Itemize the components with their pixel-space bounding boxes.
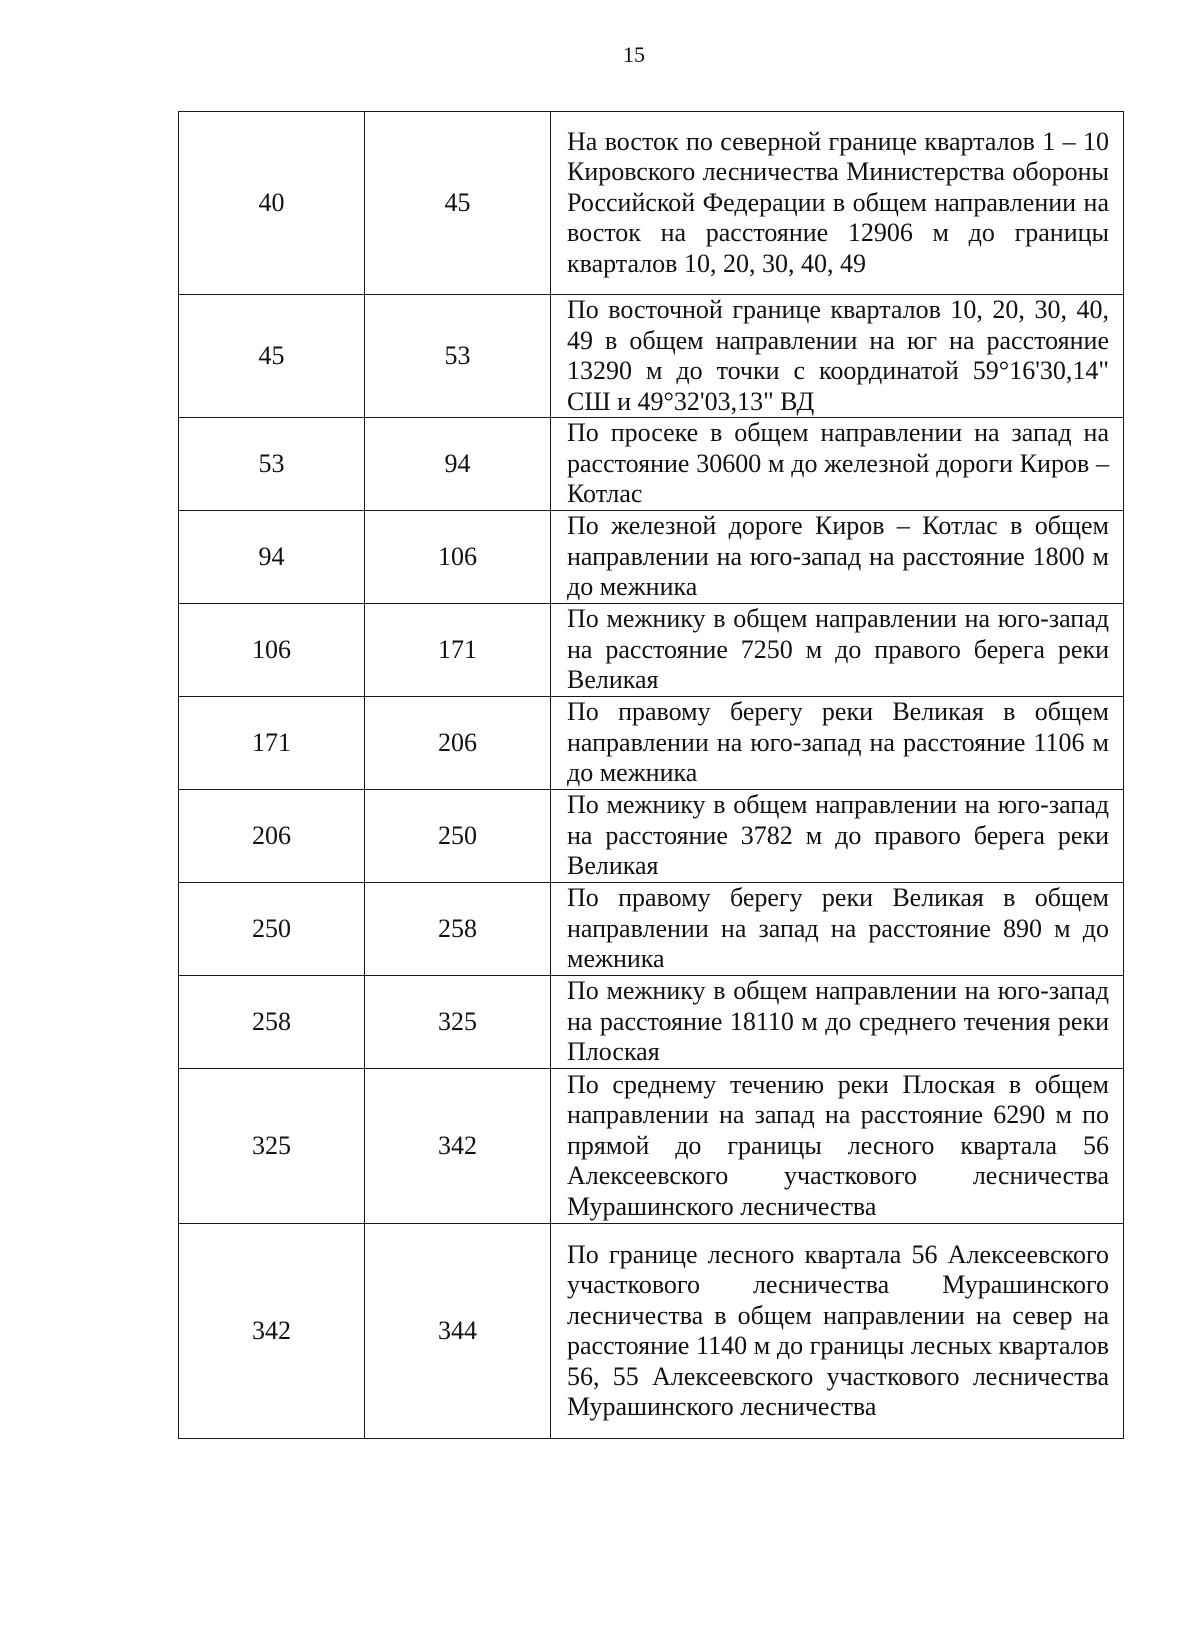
table-row xyxy=(179,697,1124,790)
table-row xyxy=(179,883,1124,976)
table-row xyxy=(179,112,1124,295)
table-row xyxy=(179,511,1124,604)
from-point-cell: 250 xyxy=(179,883,365,976)
to-point-cell: 250 xyxy=(365,790,551,883)
table-row xyxy=(179,976,1124,1069)
table-row xyxy=(179,604,1124,697)
description-cell: По восточной границе кварталов 10, 20, 30, 40, 49 в общем направлении на юг на расстояние 13290 м до точки с координатой 59°16'30,14" СШ и 49°32'03,13" ВД xyxy=(551,295,1124,418)
from-point-cell: 325 xyxy=(179,1069,365,1224)
description-cell: По границе лесного квартала 56 Алексеевского участкового лесничества Мурашинского лесничества в общем направлении на север на расстояние 1140 м до границы лесных кварталов 56, 55 Алексеевского участкового лесничества Мурашинского лесничества xyxy=(551,1224,1124,1439)
from-point-cell: 94 xyxy=(179,511,365,604)
table-row xyxy=(179,1069,1124,1224)
to-point-cell: 45 xyxy=(365,112,551,295)
to-point-cell: 94 xyxy=(365,418,551,511)
table-row xyxy=(179,418,1124,511)
from-point-cell: 342 xyxy=(179,1224,365,1439)
to-point-cell: 258 xyxy=(365,883,551,976)
description-cell: По среднему течению реки Плоская в общем направлении на запад на расстояние 6290 м по прямой до границы лесного квартала 56 Алексеевского участкового лесничества Мурашинского лесничества xyxy=(551,1069,1124,1224)
from-point-cell: 258 xyxy=(179,976,365,1069)
description-cell: По правому берегу реки Великая в общем направлении на запад на расстояние 890 м до межника xyxy=(551,883,1124,976)
to-point-cell: 325 xyxy=(365,976,551,1069)
boundary-table xyxy=(178,111,1124,1439)
description-cell: По просеке в общем направлении на запад на расстояние 30600 м до железной дороги Киров – Котлас xyxy=(551,418,1124,511)
description-cell: По межнику в общем направлении на юго-запад на расстояние 18110 м до среднего течения реки Плоская xyxy=(551,976,1124,1069)
from-point-cell: 53 xyxy=(179,418,365,511)
description-cell: По правому берегу реки Великая в общем направлении на юго-запад на расстояние 1106 м до межника xyxy=(551,697,1124,790)
to-point-cell: 53 xyxy=(365,295,551,418)
to-point-cell: 342 xyxy=(365,1069,551,1224)
page-number: 15 xyxy=(623,42,645,67)
table-row xyxy=(179,790,1124,883)
description-cell: На восток по северной границе кварталов 1 – 10 Кировского лесничества Министерства обороны Российской Федерации в общем направлении на восток на расстояние 12906 м до границы кварталов 10, 20, 30, 40, 49 xyxy=(551,112,1124,295)
from-point-cell: 40 xyxy=(179,112,365,295)
to-point-cell: 171 xyxy=(365,604,551,697)
table-row xyxy=(179,295,1124,418)
from-point-cell: 45 xyxy=(179,295,365,418)
description-cell: По железной дороге Киров – Котлас в общем направлении на юго-запад на расстояние 1800 м до межника xyxy=(551,511,1124,604)
from-point-cell: 106 xyxy=(179,604,365,697)
table-row xyxy=(179,1224,1124,1439)
from-point-cell: 206 xyxy=(179,790,365,883)
description-cell: По межнику в общем направлении на юго-запад на расстояние 3782 м до правого берега реки Великая xyxy=(551,790,1124,883)
description-cell: По межнику в общем направлении на юго-запад на расстояние 7250 м до правого берега реки Великая xyxy=(551,604,1124,697)
to-point-cell: 106 xyxy=(365,511,551,604)
to-point-cell: 344 xyxy=(365,1224,551,1439)
boundary-table-body xyxy=(179,112,1124,1439)
from-point-cell: 171 xyxy=(179,697,365,790)
to-point-cell: 206 xyxy=(365,697,551,790)
